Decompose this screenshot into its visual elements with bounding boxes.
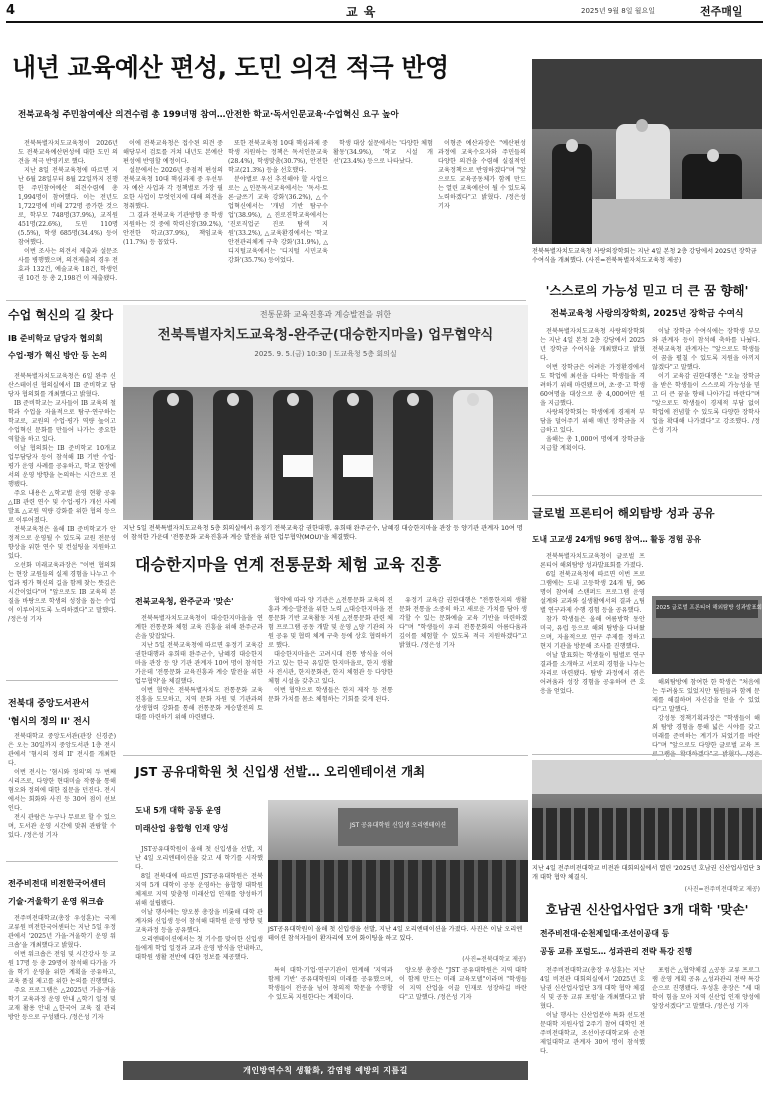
lead-column-3: 또한 전북교육청 10대 핵심과제 중 학생 지원하는 정책은 독서인문교육(28.4%), 학생맞춤(30.7%), 안전한 학교(21.3%) 등을 선호했다. 분야별로 우선 추진해야 할 사업으로는 △인문독서교육에서는 '독서·토론·글쓰기 교육 강화'(36.2%), △수업혁신에서는 '개념 기반 탐구수업'(38.9%), △진로진학교육에서는 '진로직업군 진로 탐색 지원'(33.2%), △교육환경에서는 '학교 안전관리체계 구축 강화'(31.9%), △디지털교육에서는 '디지털 시민교육 강화'(35.7%) 등이었다. bbox=[228, 140, 328, 264]
masthead bbox=[6, 2, 763, 20]
frontier-photo-banner: 2025 글로벌 프론티어 해외탐방 성과발표회 bbox=[656, 605, 762, 611]
library-headline: 전북대 중앙도서관서 bbox=[8, 699, 90, 709]
divider-scholarship bbox=[532, 495, 762, 496]
agreement-subhead: 전북교육청, 완주군과 '맞손' bbox=[135, 597, 234, 606]
divider-library bbox=[6, 861, 118, 862]
scholarship-photo bbox=[532, 59, 762, 244]
frontier-headline: 글로벌 프론티어 해외탐방 성과 공유 bbox=[532, 506, 715, 520]
footer-banner-text: 개인방역수칙 생활화, 감염병 예방의 지름길 bbox=[243, 1066, 408, 1075]
divider-frontier bbox=[532, 754, 762, 755]
library-body: 전북대학교 중앙도서관(관장 신경준)은 오는 30일까지 중앙도서관 1층 전시관에서 '혐시의 정의 II' 전시를 개최한다. 이번 전시는 '혐시와 정의'의 두 번째 시리즈로, 다양한 현대미술 작품을 통해 혐오와 정의에 대한 질문을 던진다. 전시에서는 회화와 사진 등 30여 점이 선보인다. 전시 관람은 누구나 무료로 할 수 있으며, 도서관 운영 시간에 맞춰 관람할 수 있다. /정은성 기자 bbox=[8, 733, 116, 839]
lead-headline: 내년 교육예산 편성, 도민 의견 적극 반영 bbox=[12, 53, 449, 82]
frontier-photo bbox=[652, 596, 762, 674]
lead-column-4: 학생 대상 설문에서는 '다양한 체험활동'(34.9%), '학교 시설 개선'(23.4%) 등으로 나타났다. bbox=[333, 140, 433, 165]
agreement-column-1: 전북특별자치도교육청이 대승한지마을을 연계한 전통문화 체험 교육 진흥을 위해 완주군과 손을 맞잡았다. 지난 5일 전북교육청에 따르면 유정기 교육감 권한대행과 유희태 완주군수, 남혜경 대승한지마을 관장 등 양 기관 관계자 10여 명이 참석한 가운데 '전통문화 교육진흥과 계승 발전을 위한 업무협약'을 체결했다. 이번 협약은 전북특별자치도 전통문화 교육 진흥을 도모하고, 지역 문화 자원 및 기관과의 상생협력 강화를 통해 전통문화 계승발전의 토대를 마련하기 위해 마련됐다. bbox=[135, 615, 263, 721]
paper-name: 전주매일 bbox=[700, 5, 743, 18]
lead-column-2: 이에 전북교육청은 접수된 의견 중 해당부서 검토를 거쳐 내년도 본예산 편성에 반영할 예정이다. 설문에서는 2026년 중점적 편성의 전북교육청 10대 핵심과제 중 우선투자 예산 사업과 각 정책별로 가장 필요한 사업이 무엇인지에 대해 의견을 청취했다. 그 결과 전북교육 기관방향 중 학생 지원하는 것 중에 학력신장(39.2%), 안전한 학교(37.9%), 책임교육(11.7%) 등 꼽았다. bbox=[123, 140, 223, 246]
honam-photo-credit: (사진=전주비전대학교 제공) bbox=[684, 886, 760, 893]
jbnu-center-headline: 전주비전대 비전한국어센터 bbox=[8, 878, 106, 888]
jst-headline: JST 공유대학원 첫 신입생 선발… 오리엔테이션 개최 bbox=[135, 764, 426, 779]
honam-headline: 호남권 신산업사업단 3개 대학 '맞손' bbox=[545, 902, 749, 917]
jst-caption: JST공유대학원이 올해 첫 신입생을 선발, 지난 4일 오리엔테이션을 가졌다. 사진은 이날 오리엔테이션 참석자들이 환자리에 모여 화이팅을 하고 있다. bbox=[268, 926, 523, 942]
honam-subhead-2: 공동 교류 포럼도… 성과관리 전략 특강 진행 bbox=[540, 947, 693, 956]
honam-caption: 지난 4일 전주비전대학교 비전관 대회의실에서 열린 '2025년 호남권 신산업사업단 3개 대학 협약 체결식. bbox=[532, 865, 761, 881]
footer-banner bbox=[123, 1061, 528, 1080]
jst-photo-banner: JST 공유대학원 신입생 오리엔테이션 bbox=[349, 822, 447, 829]
honam-column-1: 전주비전대학교(총장 우성훈)는 지난 4일 비전관 대회의실에서 '2025년 호남권 신산업사업단 3개 대학 협약 체결식 및 공동 교류 포럼'을 개최했다고 밝혔다. 이날 행사는 신산업분야 특화 선도전문대학 지원사업 2주기 참여 대학인 전주비전대학교, 조선이공대학교와 순천제일대학교 관계자 30여 명이 참석했다. bbox=[540, 967, 645, 1055]
frontier-subhead: 도내 고교생 24개팀 96명 참여… 활동 경험 공유 bbox=[532, 535, 702, 544]
section-name: 교 육 bbox=[346, 5, 377, 19]
library-subhead: '혐시의 정의 II' 전시 bbox=[8, 717, 91, 727]
ib-subhead-2: 수업·평가 혁신 방안 등 논의 bbox=[8, 351, 108, 360]
masthead-rule bbox=[6, 21, 763, 23]
jst-column-3: 양오봉 총장은 "JST 공유대학원은 지역 대학이 함께 만드는 미래 교육모델"이라며 "학생들이 지역 산업을 이끌 인재로 성장하길 바란다"고 말했다. /정은성 기자 bbox=[399, 967, 527, 1001]
frontier-column-2: 해외탐방에 참여한 한 학생은 "처음에는 두려움도 있었지만 팀원들과 함께 문제를 해결하며 자신감을 얻을 수 있었다"고 말했다. 강성동 정책기획과장은 "학생들이 해외 탐방 경험을 통해 넓은 시야를 갖고 미래를 준비하는 계기가 되었기를 바란다"며 "앞으로도 다양한 글로벌 교육 프로그램을 확대하겠다"고 밝혔다. /정은 bbox=[652, 679, 760, 758]
honam-photo bbox=[532, 760, 762, 860]
honam-column-2: 포럼은 △협약체결 △공동 교류 프로그램 운영 계획 공유 △성과관리 전략 특강 순으로 진행됐다. 우성훈 총장은 "세 대학이 힘을 모아 지역 신산업 인재 양성에 앞장서겠다"고 말했다. /정은성 기자 bbox=[652, 967, 760, 1010]
honam-subhead-1: 전주비전대·순천제일대·조선이공대 등 bbox=[540, 929, 670, 938]
jst-subhead-1: 도내 5개 대학 공동 운영 bbox=[135, 806, 222, 815]
lead-column-5: 이형준 예산과장은 "예산편성 과정에 교육수요자와 주민들의 다양한 의견을 수렴해 실질적인 교육정책으로 반영하겠다"며 "앞으로도 교육공동체가 함께 만드는 열린 교육예산이 될 수 있도록 노력하겠다"고 밝혔다. /정은성 기자 bbox=[438, 140, 526, 210]
jst-subhead-2: 미래산업 융합형 인재 양성 bbox=[135, 824, 229, 833]
agreement-banner-top: 전통문화 교육진흥과 계승발전을 위한 bbox=[259, 310, 392, 319]
agreement-column-3: 유정기 교육감 권한대행은 "전통한지의 생활문화 전통을 소중히 하고 새로운 가치를 담아 생각할 수 있는 문화예술 교육 기반을 마련하겠다"며 "학생들이 우리 전통문화의 아름다움과 깊이를 체험할 수 있도록 적극 지원하겠다"고 밝혔다. /정은성 기자 bbox=[399, 597, 527, 649]
divider-agreement bbox=[123, 755, 528, 756]
agreement-photo bbox=[123, 305, 528, 520]
scholarship-column-2: 이날 장학금 수여식에는 장학생 부모와 관계자 등이 참석해 축하를 나눴다. 전북교육청 관계자는 "앞으로도 학생들이 꿈을 펼칠 수 있도록 지원을 아끼지 않겠다"고 말했다. 이기 교육감 권한대행은 "오늘 장학금을 받은 학생들이 스스로의 가능성을 믿고 더 큰 꿈을 향해 나아가길 바란다"며 "앞으로도 학생들이 경제적 부담 없이 학업에 전념할 수 있도록 다양한 장학사업을 확대해 나가겠다"고 강조했다. /정은성 기자 bbox=[652, 328, 760, 434]
agreement-headline: 대승한지마을 연계 전통문화 체험 교육 진흥 bbox=[135, 555, 442, 574]
jbnu-center-subhead: 기술·겨울학기 운영 워크숍 bbox=[8, 896, 104, 906]
jst-photo bbox=[268, 800, 528, 922]
jbnu-center-body: 전주비전대학교(총장 우성훈)는 국제교류원 비전한국어센터는 지난 5일 우정관에서 '2025년 가을·겨울학기 운영 워크숍'을 개최했다고 밝혔다. 이번 워크숍은 전임 및 시간강사 등 교원 17명 등 총 29명이 참석해 다가올 가을 학기 운영을 위한 계획을 공유하고, 교육 품질 제고를 위한 논의를 진행했다. 주요 프로그램은 △2025년 가을·겨울학기 교육과정 운영 안내 △학기 일정 및 교재 활용 안내 △한국어 교육 질 관리 방안 등으로 구성됐다. /정은성 기자 bbox=[8, 915, 116, 1021]
scholarship-subhead: 전북교육청 사랑의장학회, 2025년 장학금 수여식 bbox=[550, 309, 744, 319]
lead-deck: 전북교육청 주민참여예산 의견수렴 총 199녀명 참여…안전한 학교·독서인문교육·수업혁신 요구 높아 bbox=[18, 110, 399, 120]
ib-subhead-1: IB 준비학교 담당자 협의회 bbox=[8, 334, 103, 343]
issue-date: 2025년 9월 8일 월요일 bbox=[581, 7, 655, 15]
jst-column-2: 특히 대학·기업·연구기관이 연계해 '지역과 함께 기반' 공유대학원의 미래를 공유했으며, 학생들이 전공을 넘어 창의적 학문을 수행할 수 있도록 지원한다는 계획이다. bbox=[268, 967, 393, 1001]
divider-lead bbox=[6, 300, 526, 301]
agreement-column-2: 협약에 따라 양 기관은 △전통문화 교육의 진흥과 계승·발전을 위한 노력 △대승한지마을 전통문화 기반 교육활동 지원 △전통문화 관련 체험 프로그램 공동 개발 및 운영 △양 기관의 자원 공유 및 협력 체계 구축 등에 상호 협력하기로 했다. 대승한지마을은 고려시대 전통 방식을 이어가고 있는 한국 유일한 한지마을로, 한지 생활사 전시관, 한지문화관, 한지 체험관 등 다양한 체험 시설을 갖추고 있다. 이번 협약으로 학생들은 한지 제작 등 전통문화 가치를 몸소 체험하는 기회를 갖게 된다. bbox=[268, 597, 393, 703]
ib-headline: 수업 혁신의 길 찾다 bbox=[8, 308, 114, 322]
lead-column-1: 전북특별자치도교육청이 2026년도 전북교육예산편성에 대한 도민 의견을 적극 반영키로 했다. 지난 8일 전북교육청에 따르면 지난 6월 28일부터 8월 22일까지 진행한 주민참여예산 의견수렴에 총 1,994명이 참여했다. 이는 전년도 1,722명에 비해 272명 증가한 것으로, 학부모 748명(37.9%), 교직원 451명(22.6%), 도민 110명(5.5%), 학생 685명(34.4%) 등이 참여했다. 이번 조사는 의견서 제출과 설문조사를 병행했으며, 의견제출의 경우 전효과 132건, 예술교육 18건, 학생인권 10건 등 총 2,198건 이 제출됐다. bbox=[18, 140, 118, 282]
scholarship-headline: '스스로의 가능성 믿고 더 큰 꿈 향해' bbox=[545, 283, 749, 298]
jst-column-1: JST공유대학원이 올해 첫 신입생을 선발, 지난 4일 오리엔테이션을 갖고 새 학기를 시작했다. 8일 전북대에 따르면 JST공유대학원은 전북 지역 5개 대학이 공동 운영하는 융합형 대학원 체제로 지역 맞춤형 미래산업 인재를 양성하기 위해 설립됐다. 이날 행사에는 양오봉 총장을 비롯해 대학 관계자와 신입생 등이 참석해 대학원 운영 방향 및 교육과정 등을 공유했다. 오리엔테이션에서는 첫 기수를 맞이한 신입생들에게 학업 일정과 교과 운영 방식을 안내하고, 대학원 생활 전반에 대한 정보를 제공했다. bbox=[135, 846, 263, 961]
frontier-column-1: 전북특별자치도교육청이 글로벌 프론티어 해외탐방 성과발표회를 가졌다. 6일 전북교육청에 따르면 이번 프로그램에는 도내 고등학생 24개 팀, 96명이 참여해 스탠퍼드 프로그램 운영 설계와 교과와 실생활에서의 결과 △팀별 연구과제 수행 경험 등을 공유했다. 참가 학생들은 올해 여름방학 동안 미국, 유럽 등으로 해외 탐방을 다녀왔으며, 자율적으로 연구 주제를 정하고 현지 기관을 방문해 조사를 진행했다. 이날 발표회는 학생들이 팀별로 연구 결과를 소개하고 서로의 경험을 나누는 자리로 마련됐다. 탐방 과정에서 겪은 어려움과 성장 경험을 공유하며 큰 호응을 얻었다. bbox=[540, 553, 645, 695]
agreement-banner-main: 전북특별자치도교육청-완주군(대승한지마을) 업무협약식 bbox=[157, 327, 494, 343]
scholarship-caption: 전북특별자치도교육청 사랑의장학회는 지난 4일 본청 2층 강당에서 2025년 장학금 수여식을 개최했다. (사진=전북특별자치도교육청 제공) bbox=[532, 248, 757, 264]
agreement-banner-date: 2025. 9. 5.(금) 10:30 | 도교육청 5층 회의실 bbox=[254, 350, 397, 358]
agreement-caption: 지난 5일 전북특별자치도교육청 5층 회의실에서 유정기 전북교육감 권한대행, 유희태 완주군수, 남혜경 대승한지마을 관장 등 양기관 관계자 10여 명이 참석한 가운데 '전통문화 교육진흥과 계승 발전을 위한 업무협약(MOU)'을 체결했다. bbox=[123, 525, 523, 541]
jst-photo-credit: (사진=전북대학교 제공) bbox=[462, 956, 526, 963]
ib-body: 전북특별자치도교육청은 6일 완주 신산스테이션 협의실에서 IB 준비학교 담당자 협의회를 개최했다고 밝혔다. IB 준비학교는 교사들이 IB 교육의 철학과 수업을 자율적으로 탐구·연구하는 학교로, 교원의 수업·평가 역량 높이고 수업혁신 문화를 만들어 나가는 중요한 역할을 하고 있다. 이날 협의회는 IB 준비학교 10개교 업무담당자 등이 참석해 IB 기반 수업·평가 운영 사례를 공유하고, 학교 현장에서의 운영 방향을 논의하는 시간으로 진행됐다. 주요 내용은 △학교별 운영 현황 공유 △IB 관련 연수 및 수업·평가 개선 사례 발표 △교원 역량 강화를 위한 협의 등으로 이루어졌다. 전북교육청은 올해 IB 준비학교가 안정적으로 운영될 수 있도록 교원 전문성 향상을 위한 연수 및 컨설팅을 지원하고 있다. 오선화 미래교육과장은 "이번 협의회는 현장 교원들의 실제 경험을 나누고 수업과 평가 혁신의 길을 함께 찾는 뜻깊은 시간이었다"며 "앞으로도 IB 교육의 본질을 바탕으로 학생의 성장을 돕는 수업이 이루어지도록 노력하겠다"고 말했다. /정은성 기자 bbox=[8, 373, 116, 623]
page-number: 4 bbox=[6, 3, 16, 18]
divider-ib bbox=[6, 680, 118, 681]
scholarship-column-1: 전북특별자치도교육청 사랑의장학회는 지난 4일 본청 2층 강당에서 2025년 장학금 수여식을 개최했다고 밝혔다. 이번 장학금은 어려운 가정환경에서도 학업에 최선을 다하는 학생들을 격려하기 위해 마련됐으며, 초·중·고 학생 60여명을 대상으로 총 4,000여만 원을 지급했다. 사랑의장학회는 학생에게 경제적 부담을 덜어주기 위해 매년 장학금을 지급하고 있다. 올해는 총 1,000여 명에게 장학금을 지급할 계획이다. bbox=[540, 328, 645, 452]
